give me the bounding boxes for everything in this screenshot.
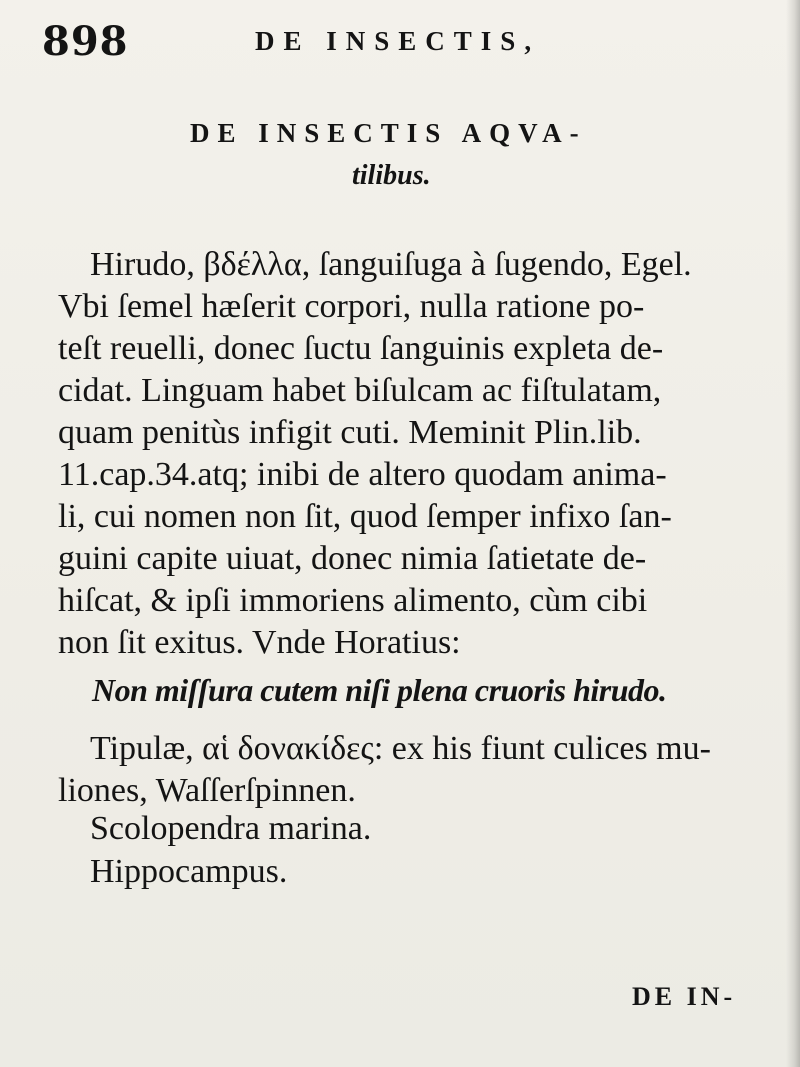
- text-line: guini capite uiuat, donec nimia ſatietate de-: [58, 540, 647, 577]
- text-line: hiſcat, & ipſi immoriens alimento, cùm cibi: [58, 582, 648, 619]
- text-line: liones, Waſſerſpinnen.: [58, 772, 356, 809]
- text-line: 11.cap.34.atq; inibi de altero quodam anima-: [58, 456, 667, 493]
- text-line: li, cui nomen non ſit, quod ſemper infixo ſan-: [58, 498, 672, 535]
- text-line: cidat. Linguam habet biſulcam ac fiſtulatam,: [58, 372, 662, 409]
- text-line: non ſit exitus. Vnde Horatius:: [58, 624, 461, 661]
- text-line: Hirudo, βδέλλα, ſanguiſuga à ſugendo, Egel.: [90, 246, 692, 283]
- page-edge-shadow: [786, 0, 800, 1067]
- text-line: Tipulæ, αἱ δονακίδες: ex his fiunt culices mu-: [90, 730, 711, 767]
- section-title-line1: DE INSECTIS AQVA-: [190, 118, 587, 148]
- paragraph-tipulae: [58, 728, 766, 812]
- section-title-line2: tilibus.: [352, 160, 431, 191]
- paragraph-hirudo: [58, 244, 766, 664]
- page-number: 898: [42, 18, 129, 65]
- text-line: Vbi ſemel hæſerit corpori, nulla ratione po-: [58, 288, 645, 325]
- running-head: DE INSECTIS,: [255, 26, 541, 56]
- catchword: DE IN-: [632, 982, 737, 1011]
- text-line: quam penitùs infigit cuti. Meminit Plin.lib.: [58, 414, 642, 451]
- list-item: Hippocampus.: [90, 853, 288, 890]
- list-item: Scolopendra marina.: [90, 810, 372, 847]
- text-line: teſt reuelli, donec ſuctu ſanguinis expleta de-: [58, 330, 664, 367]
- verse-quotation: Non miſſura cutem niſi plena cruoris hirudo.: [92, 672, 667, 708]
